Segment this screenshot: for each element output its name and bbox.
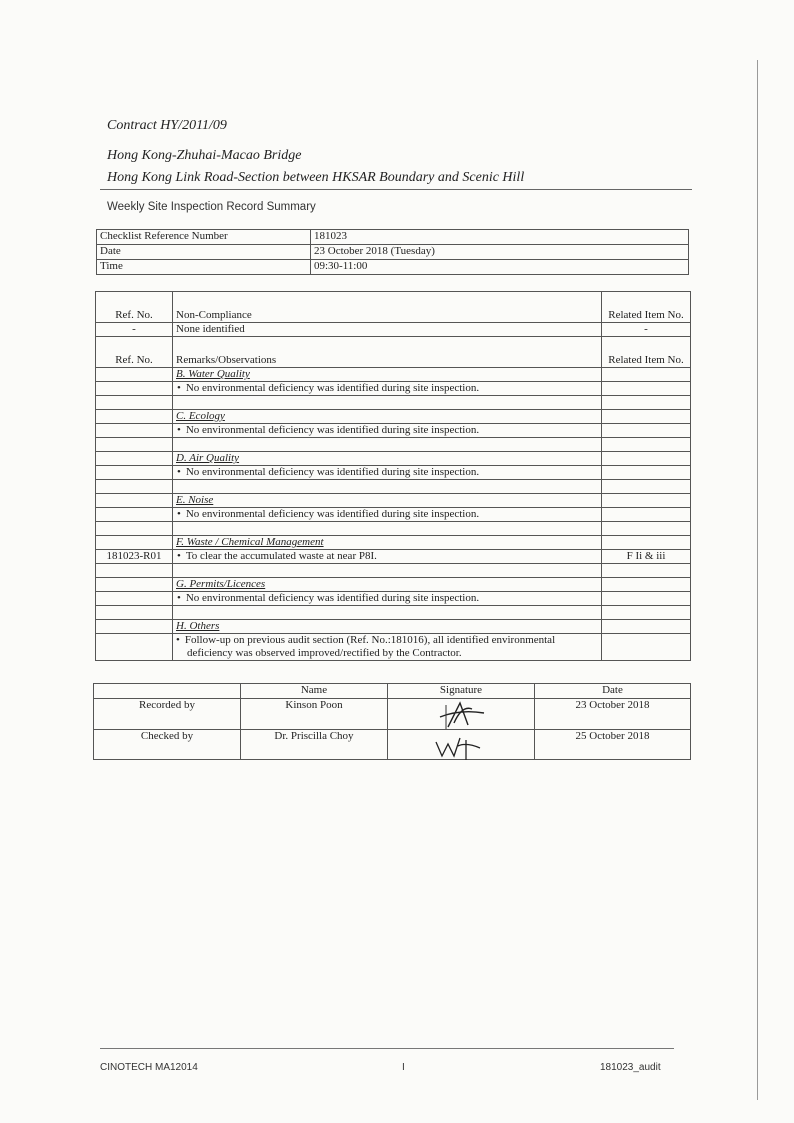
remark-text: • No environmental deficiency was identified during site inspection.: [173, 592, 602, 606]
remark-item: [602, 592, 691, 606]
footer-page-number: I: [402, 1062, 405, 1073]
remark-ref: 181023-R01: [96, 550, 173, 564]
info-label: Checklist Reference Number: [97, 230, 311, 245]
signature-checked-by: [388, 730, 528, 760]
section-title-row: [96, 410, 691, 424]
section-title: H. Others: [173, 620, 602, 634]
info-value: 181023: [311, 230, 689, 245]
info-label: Date: [97, 245, 311, 260]
spacer-row: [96, 606, 691, 620]
noncompliance-desc: None identified: [173, 323, 602, 337]
inspection-table: [95, 291, 691, 661]
signoff-header-row: [94, 684, 691, 699]
blank-cell: [96, 522, 173, 536]
section-remark-row: [96, 382, 691, 396]
section-title-row: [96, 452, 691, 466]
signoff-role: Recorded by: [94, 699, 241, 730]
section-title: D. Air Quality: [173, 452, 602, 466]
remark-item: [602, 466, 691, 480]
blank-cell: [96, 410, 173, 424]
blank-cell: [96, 494, 173, 508]
blank-cell: [96, 368, 173, 382]
section-title-row: [96, 536, 691, 550]
spacer-row: [96, 564, 691, 578]
remarks-header: Remarks/Observations: [173, 337, 602, 368]
contract-number: Contract HY/2011/09: [107, 118, 227, 133]
section-title-row: [96, 578, 691, 592]
spacer-row: [96, 396, 691, 410]
section-remark-row: [96, 592, 691, 606]
remark-item: [602, 508, 691, 522]
signoff-header-name: Name: [241, 684, 388, 699]
blank-cell: [602, 564, 691, 578]
remarks-header-row: [96, 337, 691, 368]
blank-cell: [602, 494, 691, 508]
signature-cell: [388, 730, 535, 760]
remark-text: • Follow-up on previous audit section (Ref. No.:181016), all identified environmental deficiency was observed improved/rectified by the Contractor.: [173, 634, 602, 661]
signature-cell: [388, 699, 535, 730]
section-title: B. Water Quality: [173, 368, 602, 382]
section-title-row: [96, 620, 691, 634]
remark-ref: [96, 634, 173, 661]
info-row: [97, 230, 689, 245]
section-title: E. Noise: [173, 494, 602, 508]
blank-cell: [602, 410, 691, 424]
noncompliance-header: Non-Compliance: [173, 292, 602, 323]
blank-cell: [96, 452, 173, 466]
remark-ref: [96, 508, 173, 522]
remark-text: • No environmental deficiency was identified during site inspection.: [173, 466, 602, 480]
section-remark-row: [96, 634, 691, 661]
blank-cell: [96, 564, 173, 578]
blank-cell: [96, 536, 173, 550]
blank-cell: [602, 536, 691, 550]
related-item-header: Related Item No.: [602, 292, 691, 323]
section-remark-row: [96, 550, 691, 564]
info-label: Time: [97, 260, 311, 275]
signoff-row: [94, 730, 691, 760]
blank-cell: [96, 578, 173, 592]
summary-title: Weekly Site Inspection Record Summary: [107, 201, 316, 213]
signoff-table: [93, 683, 691, 760]
signoff-date: 23 October 2018: [535, 699, 691, 730]
remark-item: F Ii & iii: [602, 550, 691, 564]
remark-ref: [96, 592, 173, 606]
section-remark-row: [96, 466, 691, 480]
info-value: 23 October 2018 (Tuesday): [311, 245, 689, 260]
section-title-row: [96, 494, 691, 508]
blank-cell: [602, 606, 691, 620]
blank-cell: [173, 606, 602, 620]
noncompliance-header-row: [96, 292, 691, 323]
section-remark-row: [96, 508, 691, 522]
blank-cell: [173, 564, 602, 578]
remark-item: [602, 424, 691, 438]
signoff-row: [94, 699, 691, 730]
signature-recorded-by: [388, 699, 528, 731]
signoff-name: Dr. Priscilla Choy: [241, 730, 388, 760]
blank-cell: [96, 480, 173, 494]
signoff-name: Kinson Poon: [241, 699, 388, 730]
remark-text: • No environmental deficiency was identified during site inspection.: [173, 424, 602, 438]
info-row: [97, 260, 689, 275]
info-row: [97, 245, 689, 260]
related-item-header: Related Item No.: [602, 337, 691, 368]
blank-cell: [602, 480, 691, 494]
blank-cell: [602, 438, 691, 452]
header-divider: [100, 189, 692, 190]
remark-ref: [96, 382, 173, 396]
project-title-line1: Hong Kong-Zhuhai-Macao Bridge: [107, 148, 302, 163]
blank-cell: [602, 368, 691, 382]
spacer-row: [96, 480, 691, 494]
section-title: G. Permits/Licences: [173, 578, 602, 592]
checklist-info-table: [96, 229, 689, 275]
blank-cell: [96, 606, 173, 620]
blank-cell: [173, 480, 602, 494]
spacer-row: [96, 438, 691, 452]
section-remark-row: [96, 424, 691, 438]
signoff-header-signature: Signature: [388, 684, 535, 699]
spacer-row: [96, 522, 691, 536]
signoff-date: 25 October 2018: [535, 730, 691, 760]
noncompliance-ref: -: [96, 323, 173, 337]
signoff-role: Checked by: [94, 730, 241, 760]
blank-cell: [96, 396, 173, 410]
section-title-row: [96, 368, 691, 382]
blank-cell: [602, 452, 691, 466]
remark-ref: [96, 466, 173, 480]
remark-text: • No environmental deficiency was identified during site inspection.: [173, 508, 602, 522]
blank-cell: [602, 522, 691, 536]
remark-text: • No environmental deficiency was identified during site inspection.: [173, 382, 602, 396]
blank-cell: [602, 620, 691, 634]
ref-no-header: Ref. No.: [96, 292, 173, 323]
section-title: F. Waste / Chemical Management: [173, 536, 602, 550]
project-title-line2: Hong Kong Link Road-Section between HKSAR Boundary and Scenic Hill: [107, 170, 525, 185]
noncompliance-item: -: [602, 323, 691, 337]
footer-company-code: CINOTECH MA12014: [100, 1062, 198, 1073]
info-value: 09:30-11:00: [311, 260, 689, 275]
signoff-header-date: Date: [535, 684, 691, 699]
remark-ref: [96, 424, 173, 438]
signoff-header-role: [94, 684, 241, 699]
remark-item: [602, 382, 691, 396]
scan-edge-line: [757, 60, 758, 1100]
blank-cell: [96, 620, 173, 634]
blank-cell: [173, 396, 602, 410]
blank-cell: [173, 522, 602, 536]
remark-item: [602, 634, 691, 661]
noncompliance-row: [96, 323, 691, 337]
blank-cell: [96, 438, 173, 452]
blank-cell: [602, 578, 691, 592]
section-title: C. Ecology: [173, 410, 602, 424]
ref-no-header: Ref. No.: [96, 337, 173, 368]
remark-text: • To clear the accumulated waste at near P8I.: [173, 550, 602, 564]
footer-file-name: 181023_audit: [600, 1062, 661, 1073]
blank-cell: [602, 396, 691, 410]
blank-cell: [173, 438, 602, 452]
footer-divider: [100, 1048, 674, 1049]
